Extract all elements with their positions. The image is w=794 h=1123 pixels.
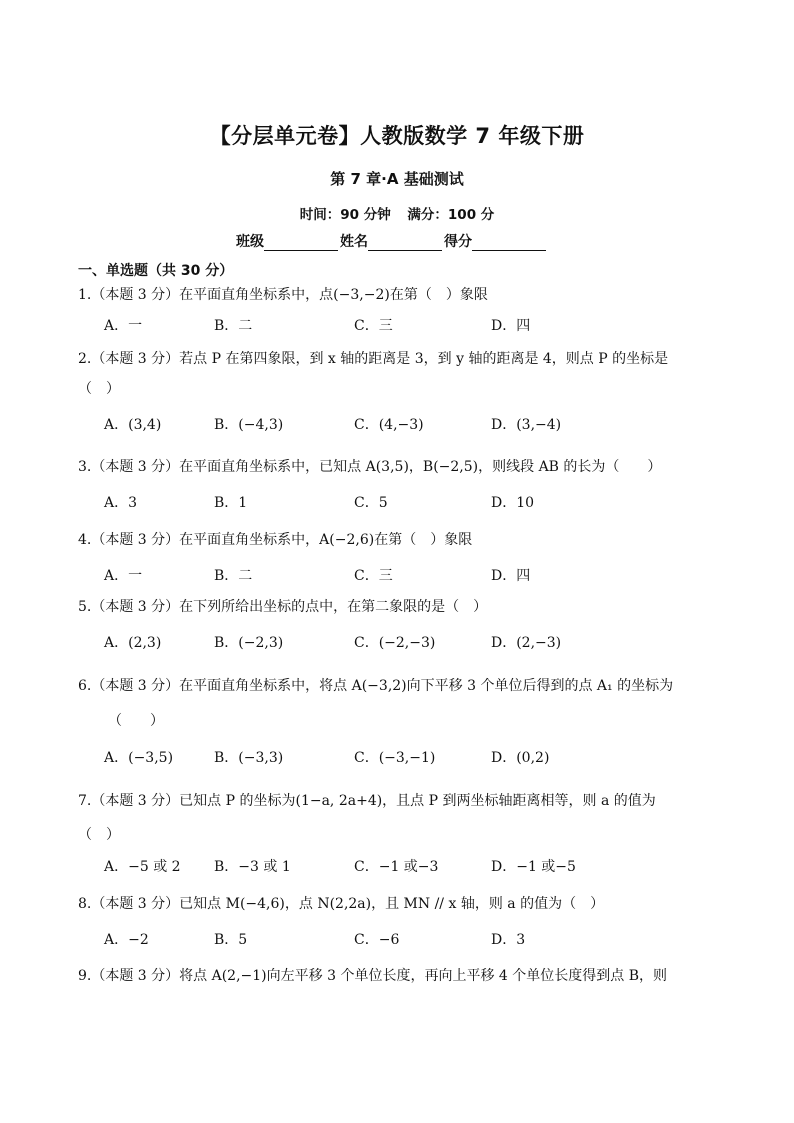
option-a[interactable]: A．(2,3) [104,635,162,651]
option-c[interactable]: C．(−3,−1) [354,750,436,766]
option-b[interactable]: B．(−3,3) [214,750,284,766]
option-d[interactable]: D．(2,−3) [491,635,562,651]
option-d[interactable]: D．四 [491,318,531,334]
question-2-options [104,415,624,435]
score-field[interactable] [444,231,548,251]
document-subtitle: 第 7 章·A 基础测试 [330,170,464,188]
option-c[interactable]: C．5 [354,495,388,511]
question-2: 2.（本题 3 分）若点 P 在第四象限，到 x 轴的距离是 3，到 y 轴的距离是 4，则点 P 的坐标是 [78,351,669,367]
question-1: 1.（本题 3 分）在平面直角坐标系中，点(−3,−2)在第（ ）象限 [78,287,488,303]
class-blank[interactable] [264,234,338,251]
question-7: 7.（本题 3 分）已知点 P 的坐标为(1−a, 2a+4)，且点 P 到两坐标轴距离相等，则 a 的值为 [78,793,656,809]
score-blank[interactable] [472,234,546,251]
option-d[interactable]: D．(3,−4) [491,417,562,433]
option-a[interactable]: A．一 [104,318,143,334]
question-7-bracket: （ ） [78,827,120,843]
option-a[interactable]: A．−5 或 2 [104,859,181,875]
option-a[interactable]: A．一 [104,568,143,584]
class-field[interactable] [236,231,340,251]
option-c[interactable]: C．(4,−3) [354,417,424,433]
exam-time: 时间：90 分钟 [299,207,391,223]
name-label: 姓名 [340,234,368,250]
option-a[interactable]: A．−2 [104,932,149,948]
question-3-options [104,493,624,513]
option-b[interactable]: B．(−2,3) [214,635,284,651]
option-c[interactable]: C．(−2,−3) [354,635,436,651]
option-b[interactable]: B．1 [214,495,248,511]
option-d[interactable]: D．10 [491,495,535,511]
question-4-options [104,566,624,586]
question-7-options [104,857,644,877]
question-4: 4.（本题 3 分）在平面直角坐标系中，A(−2,6)在第（ ）象限 [78,532,473,548]
option-c[interactable]: C．三 [354,568,393,584]
name-field[interactable] [340,231,444,251]
option-a[interactable]: A．(3,4) [104,417,162,433]
option-b[interactable]: B．−3 或 1 [214,859,291,875]
question-6-bracket: （ ） [108,713,164,729]
option-a[interactable]: A．(−3,5) [104,750,174,766]
option-d[interactable]: D．−1 或−5 [491,859,576,875]
option-b[interactable]: B．(−4,3) [214,417,284,433]
score-label: 得分 [444,234,472,250]
question-8: 8.（本题 3 分）已知点 M(−4,6)，点 N(2,2a)，且 MN // x 轴，则 a 的值为（ ） [78,896,605,912]
question-6: 6.（本题 3 分）在平面直角坐标系中，将点 A(−3,2)向下平移 3 个单位后得到的点 A₁ 的坐标为 [78,678,674,694]
option-b[interactable]: B．5 [214,932,248,948]
exam-info [0,203,794,223]
name-blank[interactable] [368,234,442,251]
option-c[interactable]: C．−6 [354,932,400,948]
option-d[interactable]: D．四 [491,568,531,584]
question-6-options [104,748,624,768]
question-2-bracket: （ ） [78,381,120,397]
question-3: 3.（本题 3 分）在平面直角坐标系中，已知点 A(3,5)，B(−2,5)，则线段 AB 的长为（ ） [78,459,662,475]
question-5: 5.（本题 3 分）在下列所给出坐标的点中，在第二象限的是（ ） [78,599,488,615]
option-d[interactable]: D．3 [491,932,526,948]
option-b[interactable]: B．二 [214,318,253,334]
option-c[interactable]: C．−1 或−3 [354,859,439,875]
question-5-options [104,633,624,653]
section-heading: 一、单选题（共 30 分） [78,263,234,279]
option-d[interactable]: D．(0,2) [491,750,550,766]
student-fields [236,231,548,251]
question-9: 9.（本题 3 分）将点 A(2,−1)向左平移 3 个单位长度，再向上平移 4 个单位长度得到点 B，则 [78,968,667,984]
option-c[interactable]: C．三 [354,318,393,334]
question-1-options [104,316,624,336]
document-title: 【分层单元卷】人教版数学 7 年级下册 [209,124,585,148]
exam-total-score: 满分：100 分 [407,207,495,223]
class-label: 班级 [236,234,264,250]
question-8-options [104,930,624,950]
option-b[interactable]: B．二 [214,568,253,584]
option-a[interactable]: A．3 [104,495,138,511]
